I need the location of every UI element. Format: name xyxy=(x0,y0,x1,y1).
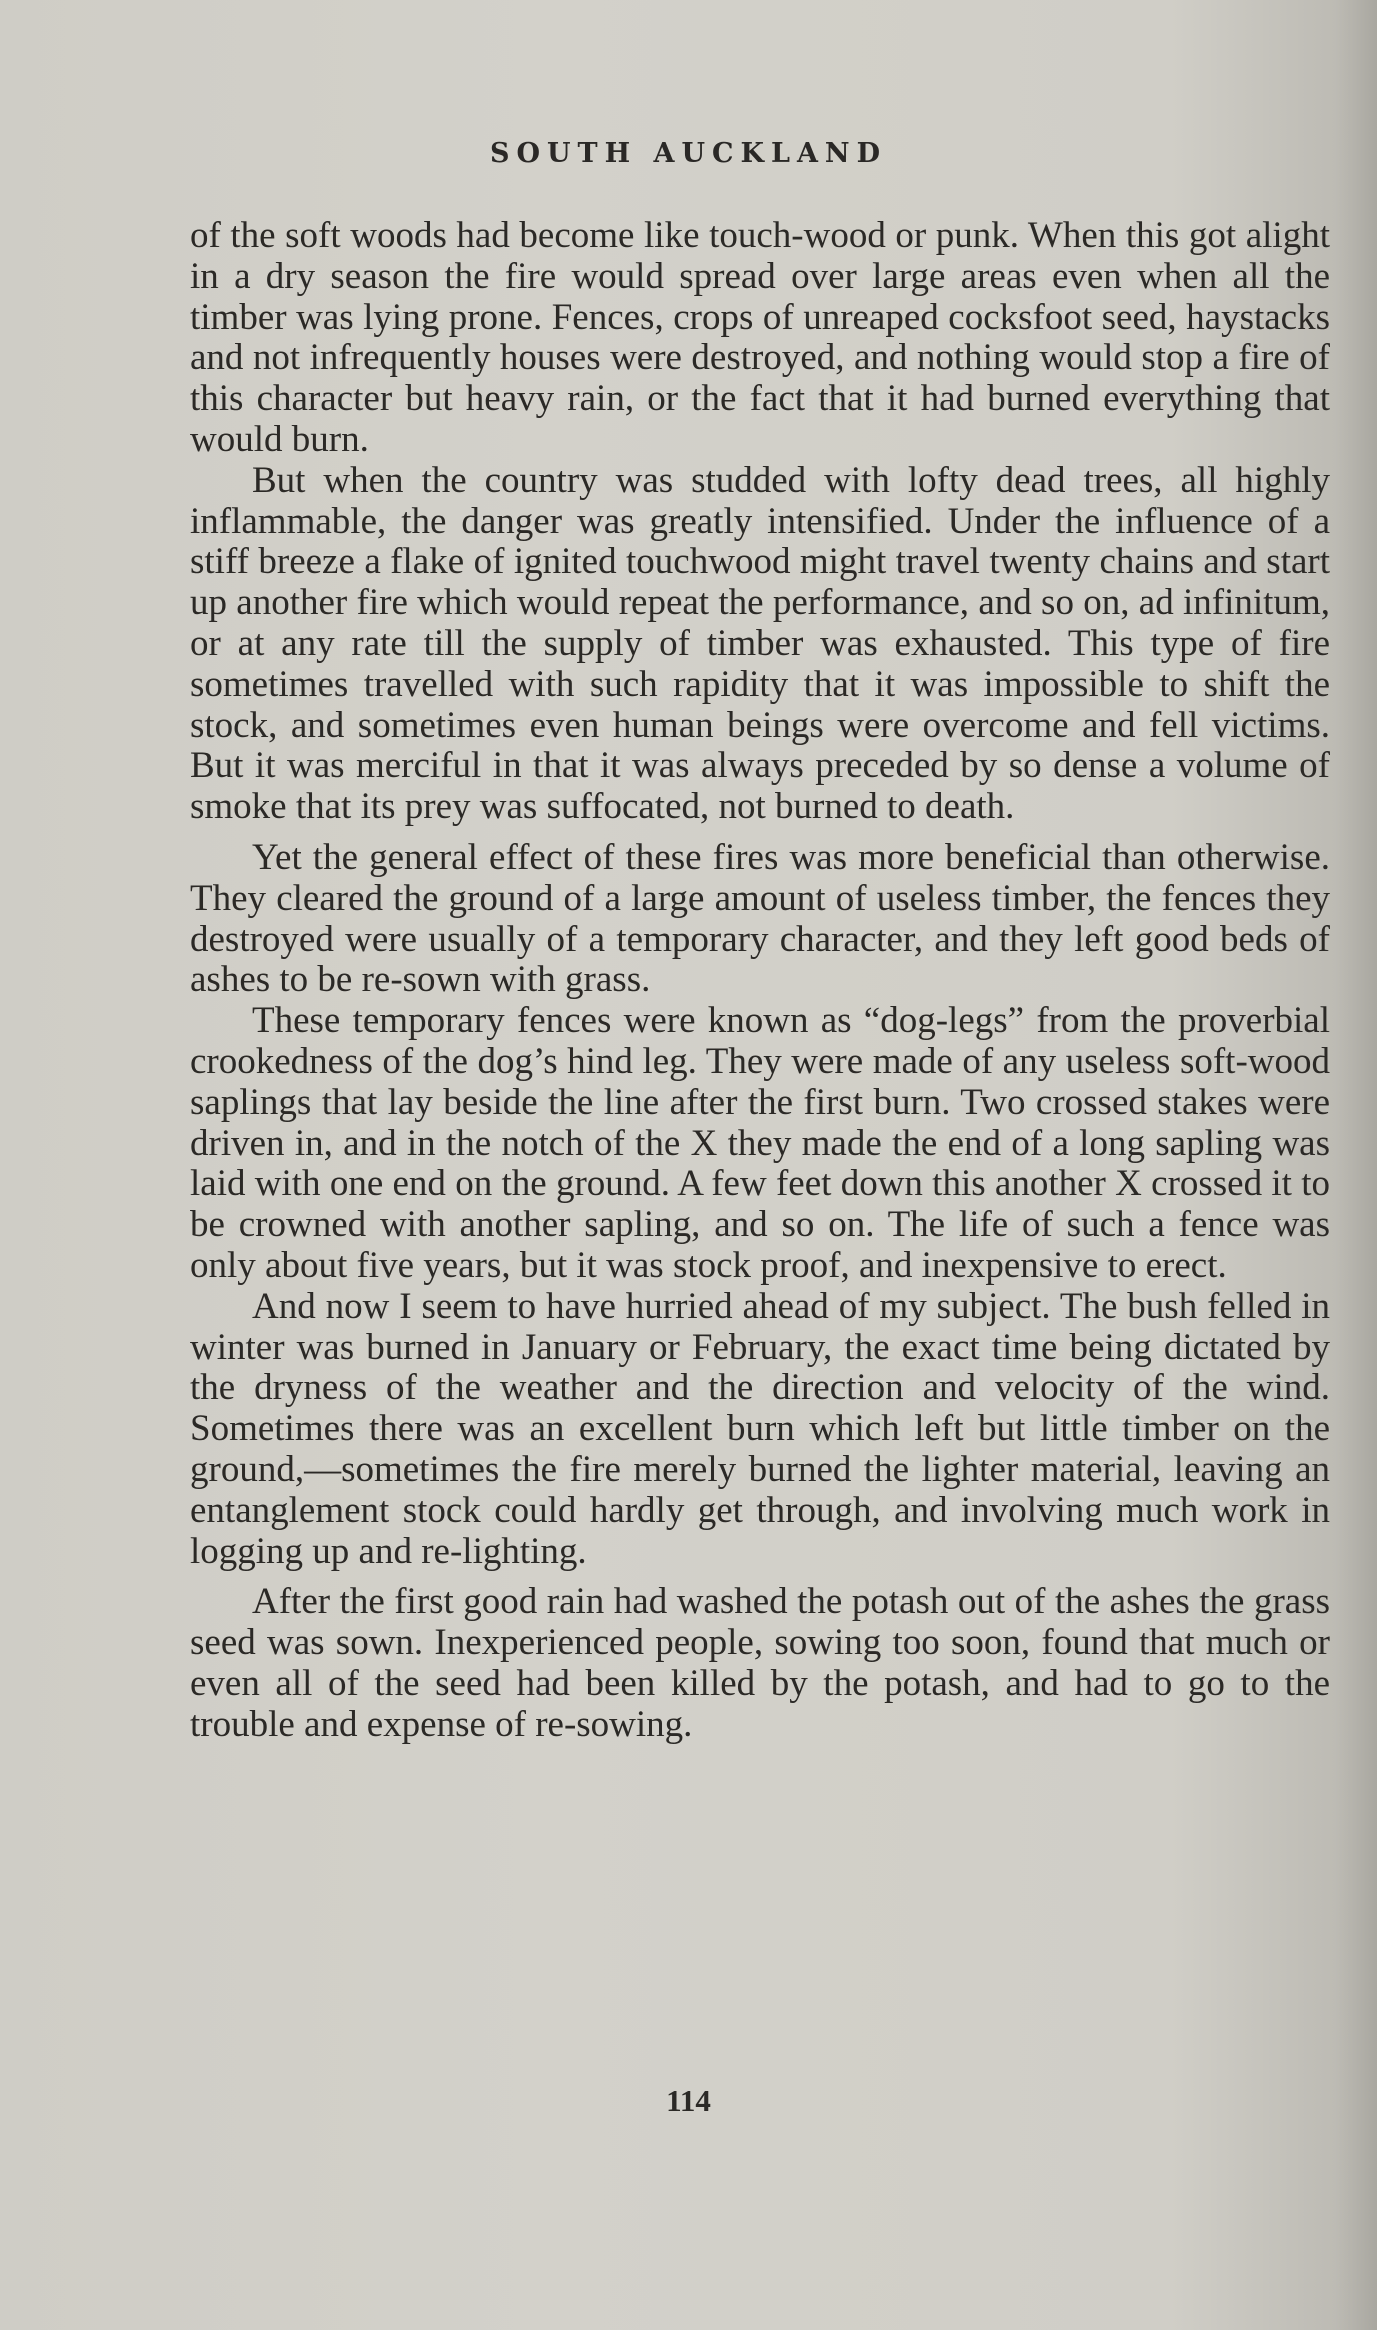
page-number: 114 xyxy=(666,2083,711,2118)
paragraph: And now I seem to have hurried ahead of my subject. The bush felled in winter was burned in January or February, the exact time being dictated by the dryness of the weather and the direction and velocity of the wind. Sometimes there was an excellent burn which left but little timber on the ground,—sometimes the fire merely burned the lighter material, leaving an entanglement stock could hardly get through, and involving much work in logging up and re-lighting. xyxy=(190,1285,1330,1572)
paragraph: After the first good rain had washed the potash out of the ashes the grass seed was sown. Inexperienced people, sowing too soon, found that much or even all of the seed had been killed by the potash, and had to go to the trouble and expense of re-sowing. xyxy=(190,1581,1330,1745)
body-text xyxy=(190,216,1330,1745)
paragraph-continued: of the soft woods had become like touch-wood or punk. When this got alight in a dry season the fire would spread over large areas even when all the timber was lying prone. Fences, crops of unreaped cocksfoot seed, haystacks and not infrequently houses were destroyed, and nothing would stop a fire of this character but heavy rain, or the fact that it had burned everything that would burn. xyxy=(190,215,1330,460)
paragraph: But when the country was studded with lofty dead trees, all highly inflammable, the danger was greatly intensified. Under the influence of a stiff breeze a flake of ignited touchwood might travel twenty chains and start up another fire which would repeat the performance, and so on, ad infinitum, or at any rate till the supply of timber was exhausted. This type of fire sometimes travelled with such rapidity that it was impossible to shift the stock, and sometimes even human beings were overcome and fell victims. But it was merciful in that it was always preceded by so dense a volume of smoke that its prey was suffocated, not burned to death. xyxy=(190,459,1330,828)
paragraph: These temporary fences were known as “dog-legs” from the proverbial crookedness of the dog’s hind leg. They were made of any useless soft-wood saplings that lay beside the line after the first burn. Two crossed stakes were driven in, and in the notch of the X they made the end of a long sapling was laid with one end on the ground. A few feet down this another X crossed it to be crowned with another sapling, and so on. The life of such a fence was only about five years, but it was stock proof, and inexpensive to erect. xyxy=(190,1000,1330,1286)
paragraph: Yet the general effect of these fires was more beneficial than otherwise. They cleared the ground of a large amount of useless timber, the fences they destroyed were usually of a temporary character, and they left good beds of ashes to be re-sown with grass. xyxy=(190,836,1330,1001)
running-head: SOUTH AUCKLAND xyxy=(489,138,888,169)
